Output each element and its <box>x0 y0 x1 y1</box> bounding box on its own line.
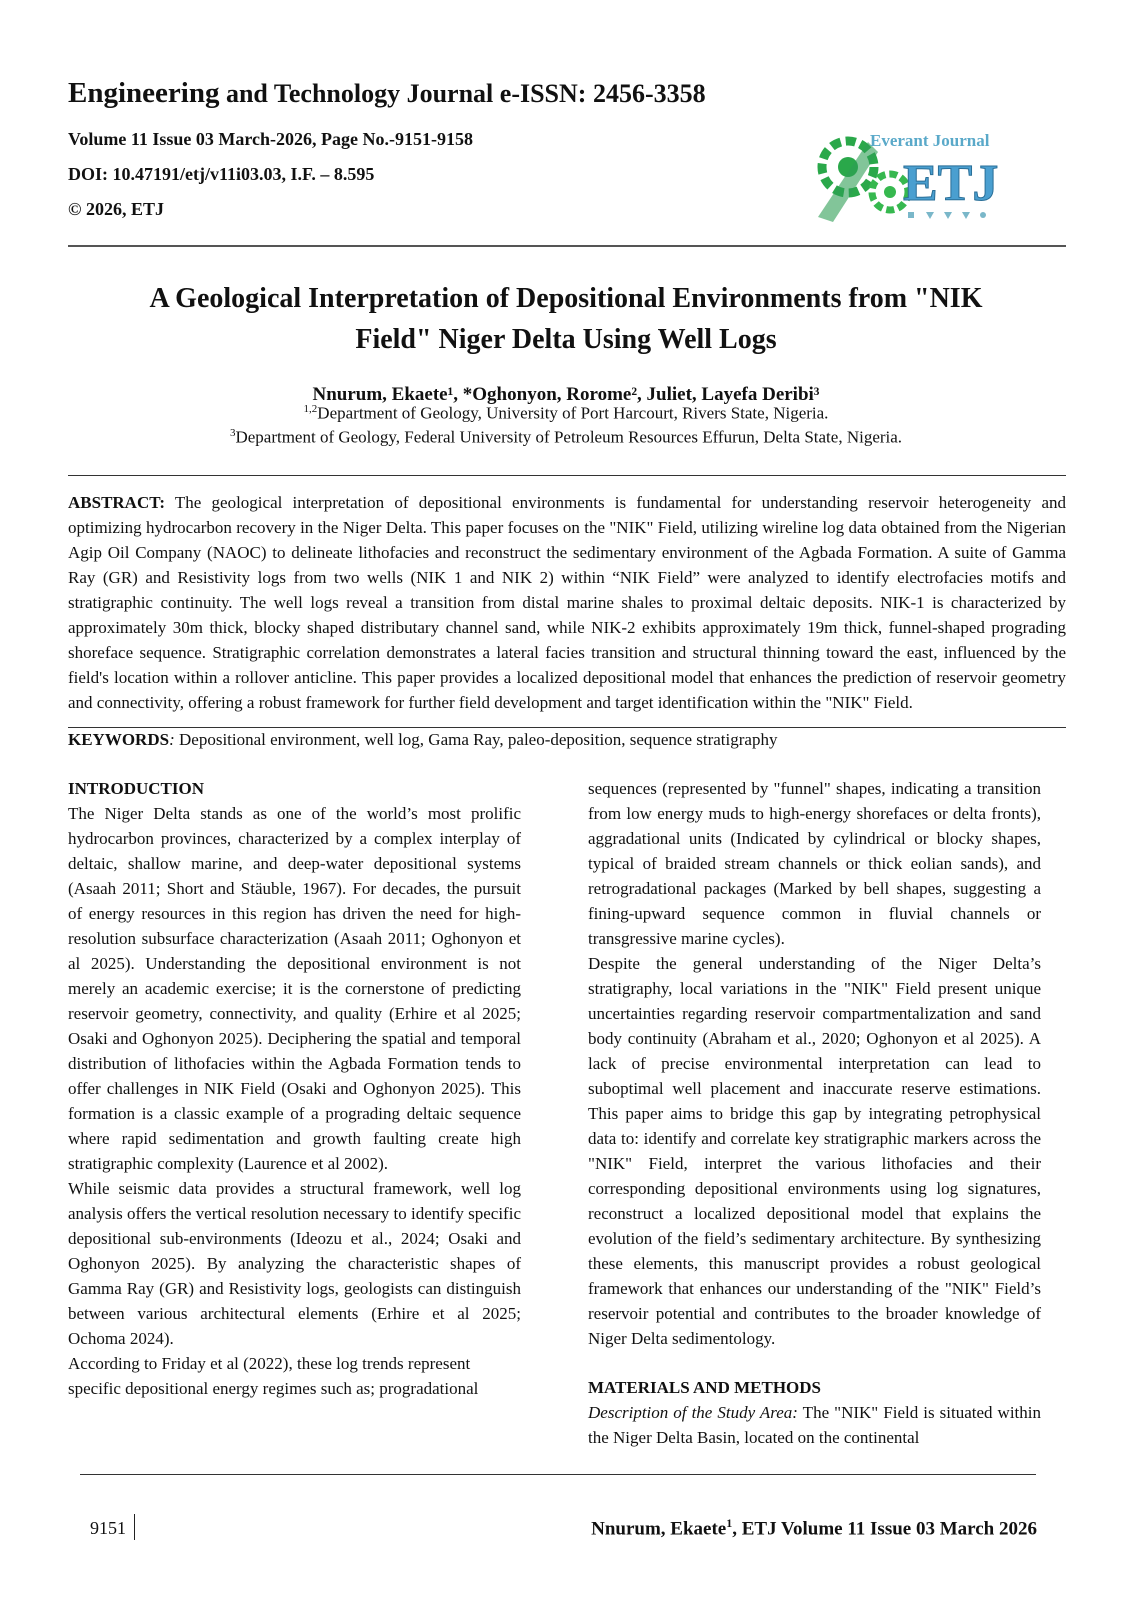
footer-citation-sup: 1 <box>726 1516 733 1530</box>
affiliation-1-text: Department of Geology, University of Port Harcourt, Rivers State, Nigeria. <box>317 403 829 423</box>
etj-logo-graphic <box>808 122 1023 230</box>
abstract-label: ABSTRACT: <box>68 493 165 512</box>
footer-citation-prefix: Nnurum, Ekaete <box>591 1518 727 1540</box>
footer-citation-suffix: , ETJ Volume 11 Issue 03 March 2026 <box>732 1518 1037 1540</box>
abstract <box>68 490 1066 715</box>
page-number: 9151 <box>90 1518 126 1538</box>
right-paragraph-3 <box>588 1400 1041 1450</box>
etj-logo <box>808 122 1023 230</box>
abstract-top-rule <box>68 475 1066 476</box>
author-list: Nnurum, Ekaete¹, *Oghonyon, Rorome², Juliet, Layefa Deribi³ <box>312 384 820 405</box>
study-area-text: The "NIK" Field is situated within the Niger Delta Basin, located on the continental <box>588 1403 1041 1447</box>
keywords-label: KEYWORDS <box>68 730 170 749</box>
logo-text-main: ETJ <box>903 155 999 212</box>
intro-paragraph-3: According to Friday et al (2022), these log trends represent specific depositional energy regimes such as; progradational <box>68 1354 479 1398</box>
affiliation-1-sup: 1,2 <box>303 403 318 415</box>
study-area-label: Description of the Study Area: <box>588 1403 798 1422</box>
affiliation-2-text: Department of Geology, Federal University of Petroleum Resources Effurun, Delta State, Nigeria. <box>235 427 903 447</box>
copyright-line: © 2026, ETJ <box>68 198 164 219</box>
intro-paragraph-1: The Niger Delta stands as one of the world’s most prolific hydrocarbon provinces, characterized by a complex interplay of deltaic, shallow marine, and deep-water depositional systems (Asaah 2011; Short and Stäuble, 1967). For decades, the pursuit of energy resources in this region has driven the need for high-resolution subsurface characterization (Asaah 2011; Oghonyon et al 2025). Understanding the depositional environment is not merely an academic exercise; it is the cornerstone of predicting reservoir geometry, connectivity, and quality (Erhire et al 2025; Osaki and Oghonyon 2025). Deciphering the spatial and temporal distribution of lithofacies within the Agbada Formation tends to offer challenges in NIK Field (Osaki and Oghonyon 2025). This formation is a classic example of a prograding deltaic sequence where rapid sedimentation and growth faulting create high stratigraphic complexity (Laurence et al 2002). <box>68 804 521 1173</box>
footer-citation <box>591 1516 1037 1540</box>
keywords <box>68 730 1066 750</box>
footer-divider <box>134 1514 135 1540</box>
right-paragraph-2: Despite the general understanding of the Niger Delta’s stratigraphy, local variations in the "NIK" Field present unique uncertainties regarding reservoir compartmentalization and sand body continuity (Abraham et al., 2020; Oghonyon et al 2025). A lack of precise environmental interpretation can lead to suboptimal well placement and inaccurate reserve estimations. This paper aims to bridge this gap by integrating petrophysical data to: identify and correlate key stratigraphic markers across the "NIK" Field, interpret the various lithofacies and their corresponding depositional environments using log signatures, reconstruct a localized depositional model that explains the evolution of the field’s sedimentary architecture. By synthesizing these elements, this manuscript provides a robust geological framework that enhances our understanding of the "NIK" Field’s reservoir potential and contributes to the broader knowledge of Niger Delta sedimentology. <box>588 954 1041 1348</box>
journal-title-rest: and Technology Journal e-ISSN: 2456-3358 <box>219 79 706 108</box>
footer-rule <box>80 1474 1036 1475</box>
doi-line: DOI: 10.47191/etj/v11i03.03, I.F. – 8.595 <box>68 163 375 184</box>
affiliation-1 <box>80 403 1052 424</box>
paper-title-line2: Field" Niger Delta Using Well Logs <box>355 324 777 355</box>
methods-heading: MATERIALS AND METHODS <box>588 1378 821 1397</box>
left-column <box>68 776 521 1401</box>
affiliation-2-sup: 3 <box>229 427 236 439</box>
right-paragraph-1: sequences (represented by "funnel" shapes, indicating a transition from low energy muds to high-energy shorefaces or delta fronts), aggradational units (Indicated by cylindrical or blocky shapes, typical of braided stream channels or thick eolian sands), and retrogradational packages (Marked by bell shapes, suggesting a fining-upward sequence common in fluvial channels or transgressive marine cycles). <box>588 779 1041 948</box>
keywords-colon: : <box>169 730 175 749</box>
volume-line: Volume 11 Issue 03 March-2026, Page No.-9151-9158 <box>68 128 473 149</box>
keywords-text: Depositional environment, well log, Gama Ray, paleo-deposition, sequence stratigraphy <box>174 730 778 749</box>
abstract-text: The geological interpretation of depositional environments is fundamental for understanding reservoir heterogeneity and optimizing hydrocarbon recovery in the Niger Delta. This paper focuses on the "NIK" Field, utilizing wireline log data obtained from the Nigerian Agip Oil Company (NAOC) to delineate lithofacies and reconstruct the sedimentary environment of the Agbada Formation. A suite of Gamma Ray (GR) and Resistivity logs from two wells (NIK 1 and NIK 2) within “NIK Field” were analyzed to identify electrofacies motifs and stratigraphic continuity. The well logs reveal a transition from distal marine shales to proximal deltaic deposits. NIK-1 is characterized by approximately 30m thick, blocky shaped distributary channel sand, while NIK-2 exhibits approximately 19m thick, funnel-shaped prograding shoreface sequence. Stratigraphic correlation demonstrates a lateral facies transition and structural thinning toward the east, influenced by the field's location within a rollover anticline. This paper provides a localized depositional model that enhances the prediction of reservoir geometry and connectivity, offering a robust framework for further field development and target identification within the "NIK" Field. <box>68 493 1066 712</box>
paper-title <box>80 278 1052 360</box>
introduction-heading: INTRODUCTION <box>68 779 205 798</box>
right-column <box>588 776 1041 1450</box>
journal-title-first-word: Engineering <box>68 77 220 109</box>
intro-paragraph-2: While seismic data provides a structural framework, well log analysis offers the vertical resolution necessary to identify specific depositional sub-environments (Ideozu et al., 2024; Osaki and Oghonyon 2025). By analyzing the characteristic shapes of Gamma Ray (GR) and Resistivity logs, geologists can distinguish between various architectural elements (Erhire et al 2025; Ochoma 2024). <box>68 1179 521 1348</box>
abstract-bottom-rule <box>68 727 1066 728</box>
logo-text-top: Everant Journal <box>870 131 990 150</box>
journal-title <box>68 76 1068 111</box>
header-rule <box>68 245 1066 247</box>
paper-title-line1: A Geological Interpretation of Depositional Environments from "NIK <box>149 283 983 314</box>
affiliation-2 <box>80 427 1052 448</box>
